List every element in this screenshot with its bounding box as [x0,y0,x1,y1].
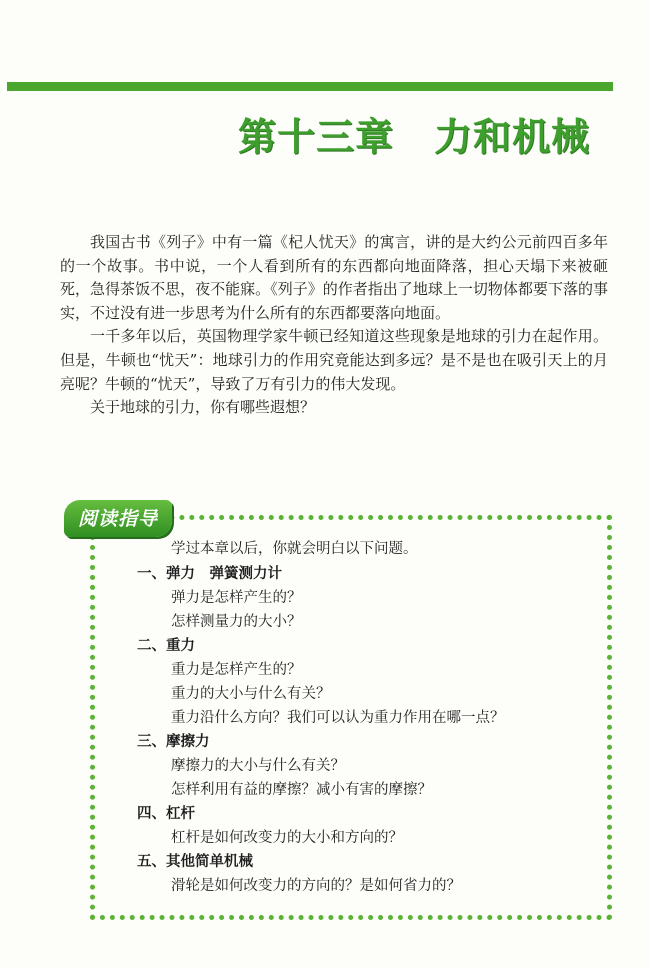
intro-paragraph: 一千多年以后，英国物理学家牛顿已经知道这些现象是地球的引力在起作用。但是，牛顿也“忧天”：地球引力的作用究竟能达到多远？是不是也在吸引天上的月亮呢？牛顿的“忧天”，导致了万有引力的伟大发现。 [60,327,608,393]
reading-guide-label: 阅读指导 [64,500,172,537]
guide-question: 重力的大小与什么有关？ [171,686,331,702]
intro-paragraph: 关于地球的引力，你有哪些遐想？ [90,398,316,417]
guide-question: 重力是怎样产生的？ [171,662,302,678]
chapter-introduction [60,231,608,420]
guide-intro: 学过本章以后，你就会明白以下问题。 [171,541,418,557]
guide-question: 怎样测量力的大小？ [171,614,302,630]
guide-question: 弹力是怎样产生的？ [171,590,302,606]
guide-section [137,634,597,730]
chapter-title [238,106,618,161]
guide-question: 滑轮是如何改变力的方向的？是如何省力的？ [171,878,461,894]
guide-section [137,562,597,634]
guide-question: 重力沿什么方向？我们可以认为重力作用在哪一点？ [171,710,505,726]
guide-section [137,850,597,898]
chapter-header-bar [7,82,613,91]
section-heading: 三、摩擦力 [137,734,210,750]
guide-section [137,730,597,802]
section-heading: 四、杠杆 [137,806,195,822]
reading-guide-box [60,497,615,917]
guide-question: 摩擦力的大小与什么有关？ [171,758,345,774]
guide-section [137,802,597,850]
section-heading: 二、重力 [137,638,195,654]
guide-question: 杠杆是如何改变力的大小和方向的？ [171,830,403,846]
guide-question: 怎样利用有益的摩擦？减小有害的摩擦？ [171,782,432,798]
section-heading: 五、其他简单机械 [137,854,253,870]
chapter-name: 力和机械 [434,115,591,159]
section-heading: 一、弹力 弹簧测力计 [137,566,282,582]
chapter-number: 第十三章 [238,115,395,159]
reading-guide-content [137,537,597,898]
intro-paragraph: 我国古书《列子》中有一篇《杞人忧天》的寓言，讲的是大约公元前四百多年的一个故事。书中说，一个人看到所有的东西都向地面降落，担心天塌下来被砸死，急得茶饭不思，夜不能寐。《列子》的作者指出了地球上一切物体都要下落的事实，不过没有进一步思考为什么所有的东西都要落向地面。 [60,233,608,322]
